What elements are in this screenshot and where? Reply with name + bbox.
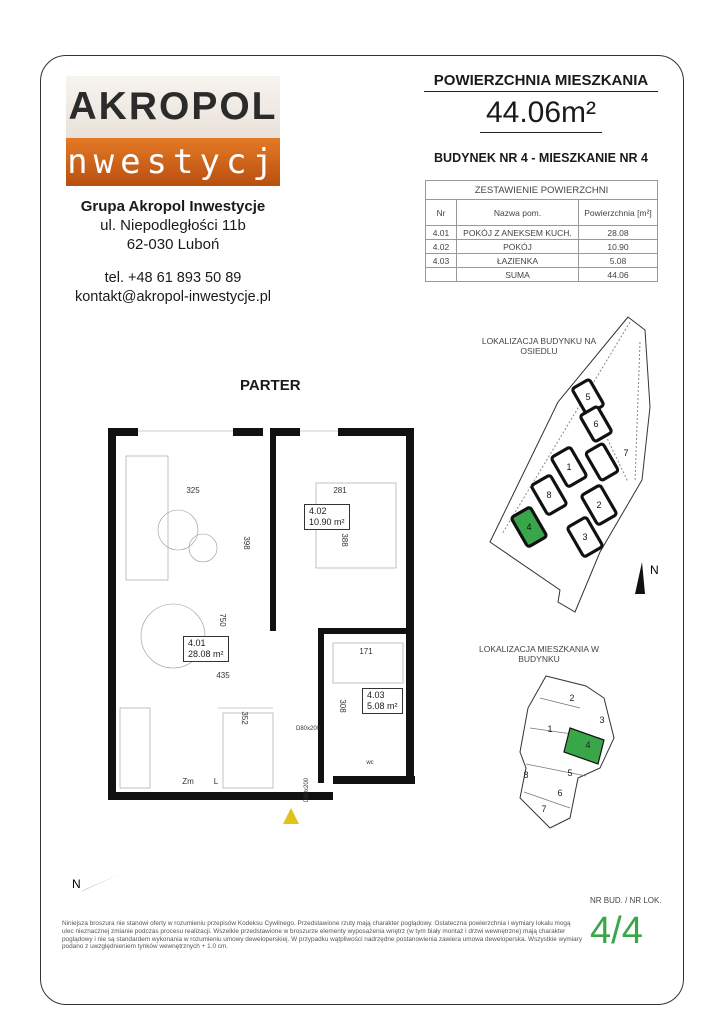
floor-plan <box>108 428 418 828</box>
door-label: D80x200 <box>295 726 321 732</box>
unit-label: 2 <box>569 693 575 703</box>
dim-label: 388 <box>340 533 349 547</box>
row-area: 5.08 <box>579 254 658 268</box>
row-area: 10.90 <box>579 240 658 254</box>
unit-label: 8 <box>523 770 529 780</box>
area-value: 44.06m² <box>480 96 602 133</box>
unit-number-label: NR BUD. / NR LOK. <box>590 896 662 905</box>
table-row <box>426 226 658 240</box>
row-name: POKÓJ Z ANEKSEM KUCH. <box>457 226 579 240</box>
areas-table-title: ZESTAWIENIE POWIERZCHNI <box>426 181 658 200</box>
col-name: Nazwa pom. <box>457 200 579 226</box>
areas-table <box>425 180 658 282</box>
north-arrow-icon <box>635 562 659 594</box>
dim-label: 281 <box>333 486 347 495</box>
site-building-label: 7 <box>623 448 629 458</box>
entrance-marker-icon <box>283 808 299 824</box>
disclaimer: Niniejsza broszura nie stanowi oferty w rozumieniu przepisów Kodeksu Cywilnego. Przedstawione rzuty mają charakter poglądowy. Ostateczna powierzchnia i wymiary lokalu mogą ulec nieznacznej zmianie podczas procesu realizacji. Wszelkie przedstawione w broszurze elementy wyposażenia wnętrz (w tym biały montaż i drzwi wewnętrzne) mają charakter poglądowy i nie są standardem wykonania w rozumieniu umowy deweloperskiej. W przypadku wątpliwości nadrzędne postanowienia zawiera umowa deweloperska. Wszystkie wymiary podano z uwzględnieniem tynków wewnętrznych + 1.0 cm. <box>62 920 583 951</box>
plan-label-wc: wc <box>366 760 374 766</box>
site-building-label: 3 <box>582 532 588 542</box>
building-title: BUDYNEK NR 4 - MIESZKANIE NR 4 <box>434 151 648 165</box>
dim-label: 398 <box>242 536 251 550</box>
table-row <box>426 268 658 282</box>
site-building-label: 6 <box>593 419 599 429</box>
row-area: 28.08 <box>579 226 658 240</box>
table-row <box>426 240 658 254</box>
company-name: Grupa Akropol Inwestycje <box>80 198 266 215</box>
logo-top-text: AKROPOL <box>66 76 280 138</box>
room-label-4-02: 4.02 10.90 m² <box>304 504 350 530</box>
company-street: ul. Niepodległości 11b <box>100 217 246 234</box>
dim-label: 435 <box>216 671 230 680</box>
area-value-wrap <box>424 96 658 133</box>
unit-label: 4 <box>585 740 591 750</box>
col-nr: Nr <box>426 200 457 226</box>
plan-north-arrow-icon <box>70 868 130 898</box>
dim-label: 325 <box>186 486 200 495</box>
sum-value: 44.06 <box>579 268 658 282</box>
site-building-label: 1 <box>566 462 572 472</box>
svg-text:N: N <box>650 563 659 577</box>
dim-label: 308 <box>338 699 347 713</box>
col-area: Powierzchnia [m²] <box>579 200 658 226</box>
building-map-label: LOKALIZACJA MIESZKANIA W BUDYNKU <box>479 644 599 664</box>
site-building-label: 8 <box>546 490 552 500</box>
room-label-4-01: 4.01 28.08 m² <box>183 636 229 662</box>
dim-label: 750 <box>218 613 227 627</box>
sum-label: SUMA <box>457 268 579 282</box>
dim-label: 171 <box>359 647 373 656</box>
svg-text:N: N <box>72 877 81 891</box>
plan-title: PARTER <box>240 377 301 394</box>
row-name: POKÓJ <box>457 240 579 254</box>
company-address <box>62 197 284 254</box>
site-building-label: 2 <box>596 500 602 510</box>
row-nr: 4.02 <box>426 240 457 254</box>
row-nr: 4.03 <box>426 254 457 268</box>
dim-label: 352 <box>240 711 249 725</box>
company-city: 62-030 Luboń <box>126 236 220 253</box>
site-building-label: 4 <box>526 522 532 532</box>
area-title: POWIERZCHNIA MIESZKANIA <box>424 72 658 92</box>
row-nr: 4.01 <box>426 226 457 240</box>
unit-label: 1 <box>547 724 553 734</box>
door-label: D80x200 <box>304 777 310 803</box>
site-map <box>480 312 670 622</box>
company-phone: tel. +48 61 893 50 89 <box>104 270 242 286</box>
table-row <box>426 254 658 268</box>
akropol-logo <box>40 76 306 186</box>
company-email: kontakt@akropol-inwestycje.pl <box>74 289 272 305</box>
unit-label: 5 <box>567 768 573 778</box>
row-name: ŁAZIENKA <box>457 254 579 268</box>
unit-label: 6 <box>557 788 563 798</box>
unit-label: 7 <box>541 804 547 814</box>
unit-label: 3 <box>599 715 605 725</box>
site-map-label: LOKALIZACJA BUDYNKU NA OSIEDLU <box>481 336 597 356</box>
site-building-label: 5 <box>585 392 591 402</box>
plan-label-zm: Zm <box>182 777 194 786</box>
plan-label-l: L <box>213 777 219 786</box>
unit-number: 4/4 <box>590 910 643 952</box>
company-contact <box>62 269 284 307</box>
logo-bottom-text: inwestycje <box>66 138 280 186</box>
room-label-4-03: 4.03 5.08 m² <box>362 688 403 714</box>
building-map <box>500 668 620 838</box>
